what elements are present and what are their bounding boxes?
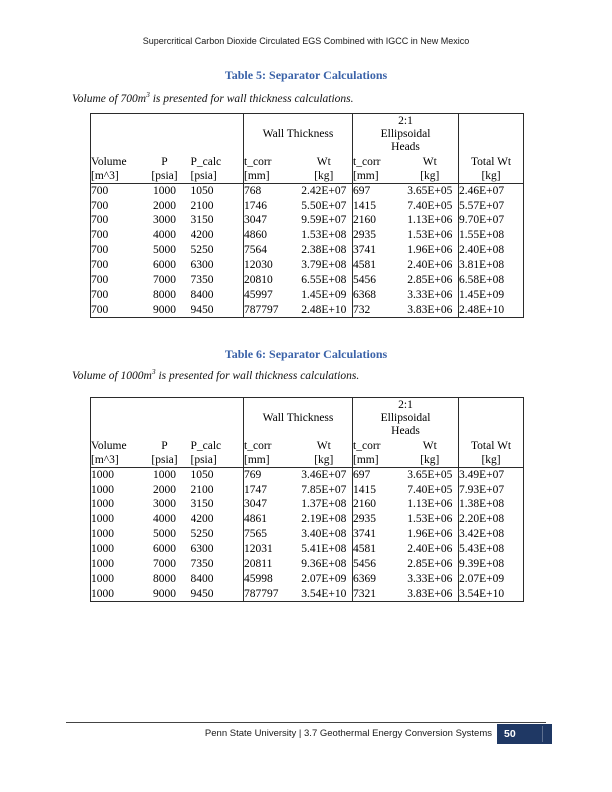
table-row — [91, 228, 524, 243]
column-header: Wt — [402, 440, 459, 454]
table-cell: 8400 — [191, 288, 244, 303]
column-unit: [mm] — [353, 454, 402, 468]
column-header: Total Wt — [470, 156, 512, 169]
table-cell: 1.96E+06 — [402, 527, 459, 542]
table-cell: 7.93E+07 — [459, 483, 505, 496]
note-text: is presented for wall thickness calculations. — [149, 93, 354, 105]
table-cell: 700 — [91, 288, 109, 301]
table-row — [91, 542, 524, 557]
table-cell: 2.40E+06 — [402, 258, 459, 273]
table-cell: 1746 — [244, 199, 268, 212]
table-cell: 2.85E+06 — [402, 273, 459, 288]
table-cell: 7564 — [244, 244, 268, 257]
table-row — [91, 288, 524, 303]
column-unit: [kg] — [296, 454, 353, 468]
table-cell: 8400 — [191, 572, 244, 587]
table6-caption: Table 6: Separator Calculations — [224, 347, 388, 361]
table-cell: 8000 — [153, 288, 176, 301]
column-unit-row — [91, 170, 524, 184]
table-cell: 9450 — [191, 587, 244, 602]
column-header: Total Wt — [470, 440, 512, 453]
table-cell: 3.83E+06 — [402, 587, 459, 602]
table6-note — [72, 367, 360, 382]
table-cell: 5.43E+08 — [459, 543, 505, 556]
column-unit: [psia] — [191, 170, 244, 184]
table-cell: 4000 — [153, 229, 176, 242]
column-header: t_corr — [353, 156, 381, 169]
table-cell: 1000 — [153, 184, 176, 197]
table-cell: 2.07E+09 — [459, 572, 505, 585]
table-cell: 8000 — [153, 572, 176, 585]
table-row — [91, 273, 524, 288]
table-cell: 6.55E+08 — [296, 273, 353, 288]
table-cell: 1000 — [91, 572, 114, 585]
table-cell: 787797 — [244, 303, 279, 316]
table-header — [91, 398, 524, 468]
footer-divider — [66, 722, 546, 723]
table-cell: 9000 — [153, 587, 176, 600]
column-header: Volume — [91, 156, 127, 169]
table-cell: 9.36E+08 — [296, 557, 353, 572]
table-row — [91, 468, 524, 483]
table-cell: 7000 — [153, 273, 176, 286]
column-unit: [kg] — [459, 170, 524, 184]
table-cell: 2935 — [353, 229, 377, 242]
table-cell: 3047 — [244, 498, 268, 511]
column-unit: [kg] — [296, 170, 353, 184]
table-cell: 1050 — [191, 468, 244, 483]
table-cell: 6369 — [353, 572, 377, 585]
table-cell: 45998 — [244, 572, 273, 585]
table-cell: 2100 — [191, 198, 244, 213]
table-cell: 12031 — [244, 543, 273, 556]
table-cell: 4200 — [191, 512, 244, 527]
column-unit-row — [91, 454, 524, 468]
table-cell: 6300 — [191, 258, 244, 273]
wall-thickness-group-header: Wall Thickness — [244, 398, 353, 440]
table-row — [91, 198, 524, 213]
table-cell: 700 — [91, 303, 109, 316]
column-unit: [m^3] — [91, 454, 139, 468]
table-cell: 7565 — [244, 528, 268, 541]
table-cell: 7.40E+05 — [402, 198, 459, 213]
column-header: t_corr — [353, 440, 381, 453]
separator-table-5 — [90, 113, 524, 318]
table-row — [91, 184, 524, 199]
table-cell: 1000 — [91, 528, 114, 541]
group-header-line: 2:1 — [398, 115, 413, 128]
group-header-line: Heads — [391, 141, 420, 154]
table-row — [91, 572, 524, 587]
table-cell: 3.42E+08 — [459, 528, 505, 541]
table-cell: 3741 — [353, 244, 377, 257]
group-header-line: 2:1 — [398, 399, 413, 412]
column-unit: [kg] — [459, 454, 524, 468]
table-cell: 2.40E+08 — [459, 244, 505, 257]
table5-caption: Table 5: Separator Calculations — [224, 68, 388, 82]
table-cell: 3.83E+06 — [402, 303, 459, 318]
table-cell: 1000 — [91, 543, 114, 556]
table-cell: 3.65E+05 — [402, 184, 459, 199]
table-cell: 3.79E+08 — [296, 258, 353, 273]
table-cell: 5.41E+08 — [296, 542, 353, 557]
table-cell: 2.48E+10 — [459, 303, 505, 316]
table-cell: 6.58E+08 — [459, 273, 505, 286]
table-row — [91, 482, 524, 497]
column-unit: [psia] — [191, 454, 244, 468]
group-header-row — [91, 398, 524, 440]
table-cell: 1000 — [91, 468, 114, 481]
column-header: P_calc — [191, 156, 244, 170]
table-cell: 1415 — [353, 199, 377, 212]
table-cell: 700 — [91, 273, 109, 286]
table-cell: 4200 — [191, 228, 244, 243]
table-cell: 3741 — [353, 528, 377, 541]
table-row — [91, 258, 524, 273]
table-cell: 1.13E+06 — [402, 497, 459, 512]
table-cell: 1.53E+06 — [402, 228, 459, 243]
table-cell: 7350 — [191, 557, 244, 572]
table-cell: 2100 — [191, 482, 244, 497]
column-header: t_corr — [244, 156, 272, 169]
table-cell: 1050 — [191, 184, 244, 199]
table-cell: 6000 — [153, 543, 176, 556]
table-cell: 1747 — [244, 483, 268, 496]
table-cell: 2160 — [353, 214, 377, 227]
table-cell: 732 — [353, 303, 371, 316]
table-cell: 4000 — [153, 513, 176, 526]
table-cell: 700 — [91, 229, 109, 242]
table-cell: 1000 — [153, 468, 176, 481]
column-header: Wt — [296, 440, 353, 454]
column-header: P_calc — [191, 440, 244, 454]
table-cell: 768 — [244, 184, 262, 197]
table-cell: 700 — [91, 184, 109, 197]
table-cell: 1.37E+08 — [296, 497, 353, 512]
column-label-row — [91, 440, 524, 454]
column-unit: [mm] — [244, 454, 296, 468]
table-cell: 3.81E+08 — [459, 259, 505, 272]
group-header-line: Heads — [391, 425, 420, 438]
empty-group-cell — [91, 114, 244, 156]
table-cell: 1.96E+06 — [402, 243, 459, 258]
note-text: Volume of 1000m — [72, 370, 152, 382]
note-superscript: 3 — [146, 90, 150, 100]
table-cell: 2000 — [153, 199, 176, 212]
table-cell: 2.07E+09 — [296, 572, 353, 587]
table-row — [91, 557, 524, 572]
table-cell: 1000 — [91, 513, 114, 526]
footer-text: Penn State University | 3.7 Geothermal Energy Conversion Systems — [204, 728, 492, 739]
table-body — [91, 468, 524, 602]
table-cell: 4861 — [244, 513, 268, 526]
table-cell: 9450 — [191, 303, 244, 318]
table-cell: 1.53E+08 — [296, 228, 353, 243]
table-cell: 12030 — [244, 259, 273, 272]
table-cell: 2.46E+07 — [459, 184, 505, 197]
table-row — [91, 527, 524, 542]
table-cell: 3.33E+06 — [402, 288, 459, 303]
column-unit: [psia] — [139, 454, 191, 468]
table-cell: 1.53E+06 — [402, 512, 459, 527]
empty-group-cell — [91, 398, 244, 440]
table-cell: 2.19E+08 — [296, 512, 353, 527]
table-cell: 5250 — [191, 243, 244, 258]
table-cell: 1000 — [91, 498, 114, 511]
table-cell: 2.38E+08 — [296, 243, 353, 258]
table-cell: 5.50E+07 — [296, 198, 353, 213]
table-cell: 1.55E+08 — [459, 229, 505, 242]
column-unit: [m^3] — [91, 170, 139, 184]
table-cell: 6000 — [153, 259, 176, 272]
table-cell: 1415 — [353, 483, 377, 496]
table-cell: 2160 — [353, 498, 377, 511]
table-cell: 2.40E+06 — [402, 542, 459, 557]
table-cell: 3.46E+07 — [296, 468, 353, 483]
table-cell: 1.45E+09 — [296, 288, 353, 303]
table-cell: 4581 — [353, 543, 377, 556]
table-cell: 3047 — [244, 214, 268, 227]
table-cell: 3.65E+05 — [402, 468, 459, 483]
table-cell: 45997 — [244, 288, 273, 301]
table-cell: 697 — [353, 468, 371, 481]
table-cell: 5456 — [353, 273, 377, 286]
column-unit: [psia] — [139, 170, 191, 184]
note-superscript: 3 — [151, 367, 156, 377]
table-cell: 700 — [91, 214, 109, 227]
group-header-line: Ellipsoidal — [380, 412, 431, 425]
note-text: Volume of 700m — [72, 93, 147, 105]
table-header — [91, 114, 524, 184]
table-cell: 1000 — [91, 483, 114, 496]
table-row — [91, 512, 524, 527]
table-cell: 2.48E+10 — [296, 303, 353, 318]
table-body — [91, 184, 524, 318]
column-label-row — [91, 156, 524, 170]
table-cell: 3.54E+10 — [296, 587, 353, 602]
table-cell: 5250 — [191, 527, 244, 542]
table-cell: 4860 — [244, 229, 268, 242]
table-row — [91, 303, 524, 318]
column-unit: [mm] — [353, 170, 402, 184]
note-text: is presented for wall thickness calculations. — [155, 370, 360, 382]
column-unit: [kg] — [402, 454, 459, 468]
table-cell: 5000 — [153, 528, 176, 541]
column-unit: [kg] — [402, 170, 459, 184]
table-cell: 4581 — [353, 259, 377, 272]
table-cell: 7321 — [353, 587, 377, 600]
empty-group-cell — [459, 114, 524, 156]
table-cell: 787797 — [244, 587, 279, 600]
table-row — [91, 497, 524, 512]
table-cell: 20811 — [244, 557, 273, 570]
column-header: Wt — [296, 156, 353, 170]
table-cell: 700 — [91, 244, 109, 257]
table-cell: 3.54E+10 — [459, 587, 505, 600]
table-cell: 1.13E+06 — [402, 213, 459, 228]
table-cell: 2000 — [153, 483, 176, 496]
column-header: P — [161, 156, 168, 169]
table-cell: 1000 — [91, 587, 114, 600]
table-cell: 9.70E+07 — [459, 214, 505, 227]
table-row — [91, 243, 524, 258]
table-cell: 3.49E+07 — [459, 468, 505, 481]
table-cell: 5456 — [353, 557, 377, 570]
ellipsoidal-heads-group-header — [353, 398, 459, 440]
table-cell: 5.57E+07 — [459, 199, 505, 212]
table-cell: 9.39E+08 — [459, 557, 505, 570]
table-cell: 3000 — [153, 214, 176, 227]
table-cell: 697 — [353, 184, 371, 197]
separator-table-6 — [90, 397, 524, 602]
table-row — [91, 213, 524, 228]
table-cell: 3.40E+08 — [296, 527, 353, 542]
table-cell: 1.45E+09 — [459, 288, 505, 301]
table-cell: 769 — [244, 468, 262, 481]
group-header-line: Ellipsoidal — [380, 128, 431, 141]
table-cell: 1.38E+08 — [459, 498, 505, 511]
table-cell: 3000 — [153, 498, 176, 511]
table-cell: 2.85E+06 — [402, 557, 459, 572]
wall-thickness-group-header: Wall Thickness — [244, 114, 353, 156]
table-cell: 6300 — [191, 542, 244, 557]
table-cell: 20810 — [244, 273, 273, 286]
table-cell: 7350 — [191, 273, 244, 288]
table-cell: 9000 — [153, 303, 176, 316]
running-header: Supercritical Carbon Dioxide Circulated EGS Combined with IGCC in New Mexico — [142, 36, 470, 46]
table-cell: 700 — [91, 259, 109, 272]
table-cell: 7000 — [153, 557, 176, 570]
ellipsoidal-heads-group-header — [353, 114, 459, 156]
table-cell: 6368 — [353, 288, 377, 301]
table-cell: 3.33E+06 — [402, 572, 459, 587]
column-header: P — [161, 440, 168, 453]
column-header: Volume — [91, 440, 127, 453]
table-cell: 700 — [91, 199, 109, 212]
table-row — [91, 587, 524, 602]
table-cell: 3150 — [191, 213, 244, 228]
page-number-badge: 50 — [497, 724, 552, 744]
table-cell: 1000 — [91, 557, 114, 570]
table-cell: 7.40E+05 — [402, 482, 459, 497]
table-cell: 5000 — [153, 244, 176, 257]
table-cell: 7.85E+07 — [296, 482, 353, 497]
group-header-row — [91, 114, 524, 156]
column-unit: [mm] — [244, 170, 296, 184]
table-cell: 2935 — [353, 513, 377, 526]
column-header: Wt — [402, 156, 459, 170]
table-cell: 9.59E+07 — [296, 213, 353, 228]
table-cell: 2.42E+07 — [296, 184, 353, 199]
table5-note — [72, 90, 354, 105]
table-cell: 2.20E+08 — [459, 513, 505, 526]
table-cell: 3150 — [191, 497, 244, 512]
empty-group-cell — [459, 398, 524, 440]
column-header: t_corr — [244, 440, 272, 453]
